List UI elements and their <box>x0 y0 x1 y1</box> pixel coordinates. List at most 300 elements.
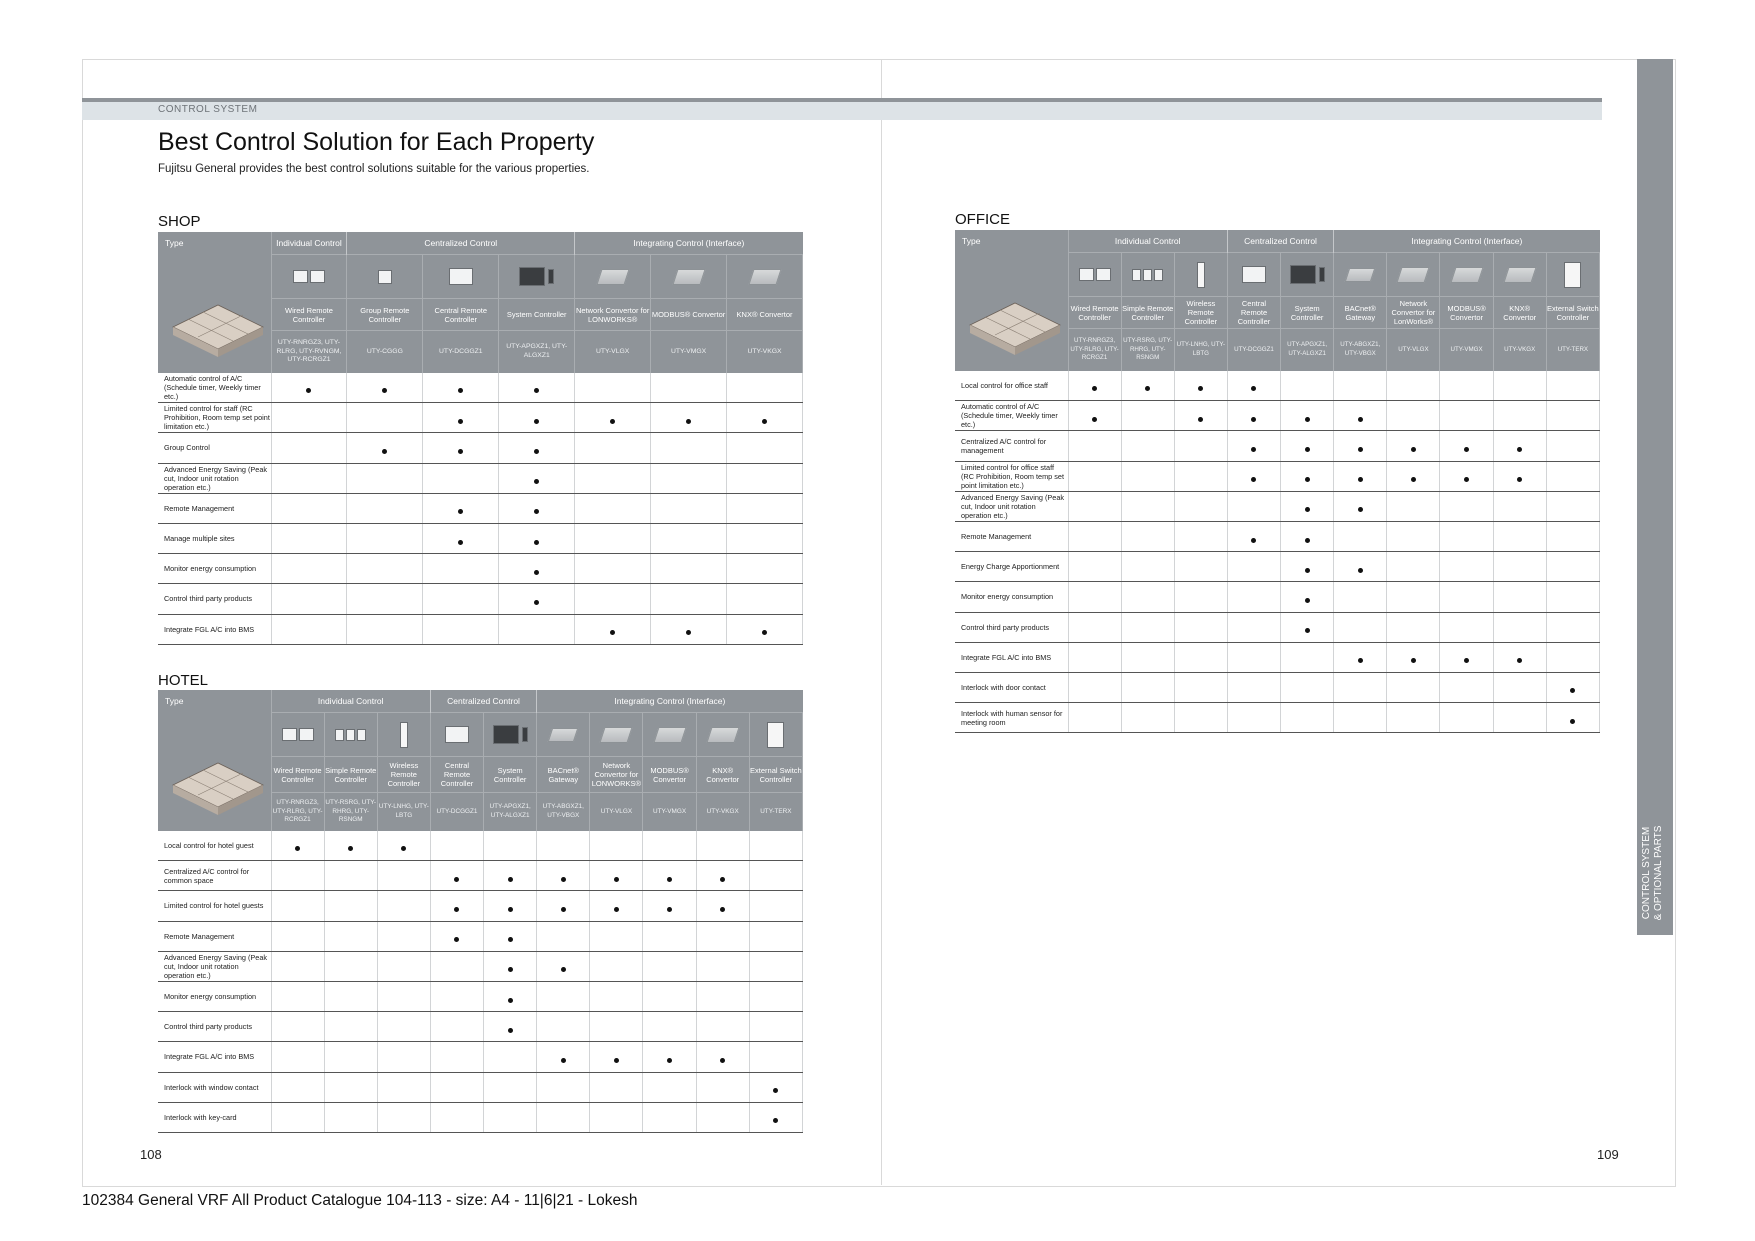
feature-cell <box>651 433 727 463</box>
product-name: Central Remote Controller <box>1227 297 1280 329</box>
supported-dot <box>534 540 539 545</box>
feature-cell <box>1068 371 1121 401</box>
feature-cell <box>1387 431 1440 461</box>
feature-cell <box>347 403 423 433</box>
feature-cell <box>575 373 651 403</box>
feature-cell <box>271 981 324 1011</box>
supported-dot <box>534 570 539 575</box>
type-image-cell <box>955 230 1068 371</box>
feature-cell <box>749 891 802 921</box>
feature-cell <box>430 861 483 891</box>
feature-cell <box>484 981 537 1011</box>
supported-dot <box>667 877 672 882</box>
row-label: Control third party products <box>158 584 271 614</box>
feature-cell <box>271 554 347 584</box>
row-label: Monitor energy consumption <box>158 981 271 1011</box>
feature-cell <box>651 403 727 433</box>
feature-cell <box>1334 703 1387 733</box>
feature-cell <box>1546 612 1599 642</box>
product-name: MODBUS® Convertor <box>651 299 727 331</box>
table-row <box>955 612 1600 642</box>
supported-dot <box>1305 568 1310 573</box>
feature-cell <box>727 373 803 403</box>
wireless-controller-icon <box>1174 253 1227 297</box>
feature-cell <box>727 403 803 433</box>
feature-cell <box>484 921 537 951</box>
feature-cell <box>1068 642 1121 672</box>
column-group-header: Centralized Control <box>347 232 575 255</box>
type-label: Type <box>962 236 981 246</box>
group-controller-icon <box>347 255 423 299</box>
feature-cell <box>1493 521 1546 551</box>
product-model: UTY-VLGX <box>590 793 643 831</box>
feature-cell <box>1281 582 1334 612</box>
feature-cell <box>1121 401 1174 431</box>
feature-cell <box>590 1012 643 1042</box>
product-name: KNX® Convertor <box>696 757 749 793</box>
product-model: UTY-VMGX <box>1440 329 1493 371</box>
feature-cell <box>749 1012 802 1042</box>
supported-dot <box>348 846 353 851</box>
feature-cell <box>1493 582 1546 612</box>
supported-dot <box>458 509 463 514</box>
table-row <box>158 1012 803 1042</box>
feature-cell <box>1174 582 1227 612</box>
feature-cell <box>1068 552 1121 582</box>
feature-cell <box>1334 401 1387 431</box>
supported-dot <box>686 419 691 424</box>
table-row <box>158 1072 803 1102</box>
supported-dot <box>1358 507 1363 512</box>
feature-cell <box>1387 521 1440 551</box>
feature-cell <box>271 1072 324 1102</box>
side-tab-line-2: & OPTIONAL PARTS <box>1653 825 1664 921</box>
feature-cell <box>430 1012 483 1042</box>
supported-dot <box>1305 417 1310 422</box>
feature-cell <box>575 584 651 614</box>
feature-cell <box>324 981 377 1011</box>
supported-dot <box>1358 477 1363 482</box>
product-model: UTY-CGGG <box>347 331 423 373</box>
page-title: Best Control Solution for Each Property <box>158 128 595 156</box>
feature-cell <box>1281 672 1334 702</box>
office-control-table <box>955 230 1600 733</box>
feature-cell <box>271 373 347 403</box>
feature-cell <box>347 463 423 493</box>
feature-cell <box>271 433 347 463</box>
supported-dot <box>1251 477 1256 482</box>
row-label: Local control for office staff <box>955 371 1068 401</box>
supported-dot <box>454 907 459 912</box>
feature-cell <box>590 831 643 861</box>
product-name: BACnet® Gateway <box>1334 297 1387 329</box>
product-model: UTY-VKGX <box>1493 329 1546 371</box>
converter-box-icon <box>1387 253 1440 297</box>
feature-cell <box>1440 582 1493 612</box>
feature-cell <box>1546 491 1599 521</box>
supported-dot <box>534 388 539 393</box>
feature-cell <box>1334 371 1387 401</box>
supported-dot <box>1358 417 1363 422</box>
row-label: Control third party products <box>158 1012 271 1042</box>
table-row <box>158 523 803 553</box>
supported-dot <box>762 419 767 424</box>
feature-cell <box>271 921 324 951</box>
feature-cell <box>1174 552 1227 582</box>
feature-cell <box>1493 642 1546 672</box>
feature-cell <box>1546 642 1599 672</box>
table-row <box>158 1042 803 1072</box>
feature-cell <box>1174 371 1227 401</box>
feature-cell <box>537 1012 590 1042</box>
feature-cell <box>643 1042 696 1072</box>
table-row <box>955 491 1600 521</box>
type-image-cell <box>158 690 271 831</box>
row-label: Monitor energy consumption <box>955 582 1068 612</box>
feature-cell <box>590 1042 643 1072</box>
product-name: Simple Remote Controller <box>324 757 377 793</box>
feature-cell <box>537 1042 590 1072</box>
table-row <box>158 493 803 523</box>
wired-controller-icon <box>271 255 347 299</box>
supported-dot <box>1198 417 1203 422</box>
feature-cell <box>1174 401 1227 431</box>
feature-cell <box>1440 552 1493 582</box>
feature-cell <box>1174 612 1227 642</box>
supported-dot <box>610 419 615 424</box>
table-row <box>158 861 803 891</box>
feature-cell <box>1121 521 1174 551</box>
type-image-cell <box>158 232 271 373</box>
product-model: UTY-VKGX <box>696 793 749 831</box>
supported-dot <box>1305 477 1310 482</box>
table-row <box>158 1102 803 1132</box>
feature-cell <box>1493 703 1546 733</box>
supported-dot <box>1411 477 1416 482</box>
product-model: UTY-RNRGZ3, UTY-RLRG, UTY-RCRGZ1 <box>1068 329 1121 371</box>
feature-cell <box>484 1012 537 1042</box>
row-label: Limited control for office staff (RC Prohibition, Room temp set point limitation etc.) <box>955 461 1068 491</box>
feature-cell <box>423 373 499 403</box>
feature-cell <box>1068 431 1121 461</box>
feature-cell <box>537 951 590 981</box>
feature-cell <box>1068 461 1121 491</box>
feature-cell <box>727 463 803 493</box>
supported-dot <box>1305 507 1310 512</box>
supported-dot <box>382 388 387 393</box>
product-name: Network Convertor for LONWORKS® <box>590 757 643 793</box>
feature-cell <box>696 1072 749 1102</box>
page-number-right: 109 <box>1597 1147 1619 1162</box>
feature-cell <box>1546 703 1599 733</box>
feature-cell <box>727 523 803 553</box>
product-name: Wireless Remote Controller <box>377 757 430 793</box>
feature-cell <box>271 1102 324 1132</box>
feature-cell <box>727 554 803 584</box>
supported-dot <box>1305 628 1310 633</box>
feature-cell <box>696 981 749 1011</box>
row-label: Interlock with window contact <box>158 1072 271 1102</box>
feature-cell <box>499 493 575 523</box>
section-label: CONTROL SYSTEM <box>158 104 258 115</box>
feature-cell <box>1174 461 1227 491</box>
supported-dot <box>667 1058 672 1063</box>
feature-cell <box>651 614 727 644</box>
product-model: UTY-VMGX <box>651 331 727 373</box>
supported-dot <box>382 449 387 454</box>
feature-cell <box>643 951 696 981</box>
product-model: UTY-RNRGZ3, UTY-RLRG, UTY-RCRGZ1 <box>271 793 324 831</box>
product-name: BACnet® Gateway <box>537 757 590 793</box>
feature-cell <box>1227 521 1280 551</box>
table-row <box>158 981 803 1011</box>
feature-cell <box>749 861 802 891</box>
feature-cell <box>590 921 643 951</box>
supported-dot <box>1145 386 1150 391</box>
feature-cell <box>1334 582 1387 612</box>
feature-cell <box>651 584 727 614</box>
feature-cell <box>1387 582 1440 612</box>
product-model: UTY-RNRGZ3, UTY-RLRG, UTY-RVNGM, UTY-RCRGZ1 <box>271 331 347 373</box>
product-model: UTY-DCGGZ1 <box>423 331 499 373</box>
feature-cell <box>749 1102 802 1132</box>
table-row <box>955 431 1600 461</box>
feature-cell <box>499 403 575 433</box>
converter-box-icon <box>1493 253 1546 297</box>
feature-cell <box>1493 552 1546 582</box>
row-label: Advanced Energy Saving (Peak cut, Indoor unit rotation operation etc.) <box>158 951 271 981</box>
feature-cell <box>1068 672 1121 702</box>
feature-cell <box>575 554 651 584</box>
supported-dot <box>508 1028 513 1033</box>
feature-cell <box>1334 552 1387 582</box>
feature-cell <box>430 981 483 1011</box>
feature-cell <box>1281 401 1334 431</box>
feature-cell <box>423 493 499 523</box>
table-row <box>158 921 803 951</box>
feature-cell <box>1121 672 1174 702</box>
feature-cell <box>377 831 430 861</box>
type-label: Type <box>165 696 184 706</box>
product-model: UTY-TERX <box>1546 329 1599 371</box>
feature-cell <box>537 891 590 921</box>
table-row <box>955 642 1600 672</box>
feature-cell <box>643 1012 696 1042</box>
supported-dot <box>1358 568 1363 573</box>
row-label: Control third party products <box>955 612 1068 642</box>
side-tab-line-1: CONTROL SYSTEM <box>1641 826 1652 920</box>
feature-cell <box>1068 612 1121 642</box>
supported-dot <box>614 877 619 882</box>
table-row <box>955 552 1600 582</box>
feature-cell <box>347 493 423 523</box>
row-label: Advanced Energy Saving (Peak cut, Indoor unit rotation operation etc.) <box>955 491 1068 521</box>
feature-cell <box>271 523 347 553</box>
central-controller-icon <box>1227 253 1280 297</box>
column-group-header: Integrating Control (Interface) <box>575 232 803 255</box>
product-name: Group Remote Controller <box>347 299 423 331</box>
supported-dot <box>561 907 566 912</box>
row-label: Interlock with door contact <box>955 672 1068 702</box>
switch-controller-icon <box>749 713 802 757</box>
feature-cell <box>1440 612 1493 642</box>
feature-cell <box>499 523 575 553</box>
feature-cell <box>1281 431 1334 461</box>
table-row <box>158 584 803 614</box>
feature-cell <box>1334 672 1387 702</box>
feature-cell <box>1281 552 1334 582</box>
feature-cell <box>1227 491 1280 521</box>
feature-cell <box>590 891 643 921</box>
supported-dot <box>458 540 463 545</box>
feature-cell <box>1227 461 1280 491</box>
feature-cell <box>271 891 324 921</box>
feature-cell <box>324 1042 377 1072</box>
building-illustration <box>168 289 268 359</box>
supported-dot <box>1411 447 1416 452</box>
supported-dot <box>1464 477 1469 482</box>
feature-cell <box>1546 521 1599 551</box>
feature-cell <box>1281 703 1334 733</box>
feature-cell <box>1440 703 1493 733</box>
central-controller-icon <box>423 255 499 299</box>
supported-dot <box>1517 658 1522 663</box>
table-row <box>158 373 803 403</box>
feature-cell <box>1546 371 1599 401</box>
feature-cell <box>1068 491 1121 521</box>
feature-cell <box>1387 612 1440 642</box>
feature-cell <box>749 921 802 951</box>
feature-cell <box>1546 401 1599 431</box>
feature-cell <box>377 1072 430 1102</box>
supported-dot <box>1464 658 1469 663</box>
table-row <box>955 672 1600 702</box>
row-label: Integrate FGL A/C into BMS <box>158 614 271 644</box>
feature-cell <box>423 433 499 463</box>
row-label: Interlock with human sensor for meeting room <box>955 703 1068 733</box>
feature-cell <box>727 614 803 644</box>
table-row <box>158 554 803 584</box>
feature-cell <box>324 891 377 921</box>
feature-cell <box>324 1072 377 1102</box>
feature-cell <box>1493 461 1546 491</box>
supported-dot <box>458 419 463 424</box>
product-name: System Controller <box>484 757 537 793</box>
product-name: Network Convertor for LONWORKS® <box>575 299 651 331</box>
feature-cell <box>1121 642 1174 672</box>
row-label: Limited control for staff (RC Prohibition, Room temp set point limitation etc.) <box>158 403 271 433</box>
product-model: UTY-DCGGZ1 <box>1227 329 1280 371</box>
feature-cell <box>1121 582 1174 612</box>
feature-cell <box>1440 491 1493 521</box>
supported-dot <box>454 877 459 882</box>
feature-cell <box>590 1102 643 1132</box>
feature-cell <box>696 921 749 951</box>
feature-cell <box>430 891 483 921</box>
feature-cell <box>1068 521 1121 551</box>
product-model: UTY-APGXZ1, UTY-ALGXZ1 <box>1281 329 1334 371</box>
row-label: Energy Charge Apportionment <box>955 552 1068 582</box>
table-row <box>955 401 1600 431</box>
feature-cell <box>1227 582 1280 612</box>
product-name: External Switch Controller <box>1546 297 1599 329</box>
system-controller-icon <box>484 713 537 757</box>
system-controller-icon <box>499 255 575 299</box>
feature-cell <box>377 1102 430 1132</box>
product-model: UTY-RSRG, UTY-RHRG, UTY-RSNGM <box>1121 329 1174 371</box>
supported-dot <box>1305 447 1310 452</box>
feature-cell <box>430 831 483 861</box>
table-row <box>158 463 803 493</box>
feature-cell <box>1227 703 1280 733</box>
column-group-header: Individual Control <box>271 690 430 713</box>
feature-cell <box>423 403 499 433</box>
feature-cell <box>575 403 651 433</box>
supported-dot <box>534 600 539 605</box>
feature-cell <box>643 891 696 921</box>
feature-cell <box>430 921 483 951</box>
column-group-header: Centralized Control <box>1227 230 1333 253</box>
feature-cell <box>499 373 575 403</box>
feature-cell <box>377 1012 430 1042</box>
supported-dot <box>1517 477 1522 482</box>
feature-cell <box>643 831 696 861</box>
switch-controller-icon <box>1546 253 1599 297</box>
row-label: Remote Management <box>955 521 1068 551</box>
supported-dot <box>1305 598 1310 603</box>
supported-dot <box>1517 447 1522 452</box>
supported-dot <box>1251 447 1256 452</box>
supported-dot <box>720 877 725 882</box>
product-name: Wired Remote Controller <box>271 757 324 793</box>
feature-cell <box>590 951 643 981</box>
central-controller-icon <box>430 713 483 757</box>
feature-cell <box>643 1102 696 1132</box>
feature-cell <box>324 861 377 891</box>
feature-cell <box>537 831 590 861</box>
product-model: UTY-APGXZ1, UTY-ALGXZ1 <box>484 793 537 831</box>
simple-controller-icon <box>1121 253 1174 297</box>
feature-cell <box>324 1102 377 1132</box>
supported-dot <box>720 1058 725 1063</box>
product-model: UTY-LNHG, UTY-LBTG <box>1174 329 1227 371</box>
feature-cell <box>1493 612 1546 642</box>
print-footer: 102384 General VRF All Product Catalogue 104-113 - size: A4 - 11|6|21 - Lokesh <box>82 1192 638 1209</box>
feature-cell <box>575 614 651 644</box>
converter-box-icon <box>643 713 696 757</box>
feature-cell <box>484 831 537 861</box>
feature-cell <box>1493 431 1546 461</box>
feature-cell <box>1440 371 1493 401</box>
product-name: MODBUS® Convertor <box>1440 297 1493 329</box>
supported-dot <box>1092 386 1097 391</box>
feature-cell <box>537 981 590 1011</box>
table-row <box>955 521 1600 551</box>
feature-cell <box>696 1042 749 1072</box>
supported-dot <box>508 907 513 912</box>
product-name: Wireless Remote Controller <box>1174 297 1227 329</box>
supported-dot <box>534 419 539 424</box>
feature-cell <box>651 554 727 584</box>
feature-cell <box>1174 431 1227 461</box>
supported-dot <box>1411 658 1416 663</box>
feature-cell <box>1546 672 1599 702</box>
feature-cell <box>651 463 727 493</box>
feature-cell <box>430 951 483 981</box>
feature-cell <box>727 493 803 523</box>
supported-dot <box>458 449 463 454</box>
supported-dot <box>1198 386 1203 391</box>
